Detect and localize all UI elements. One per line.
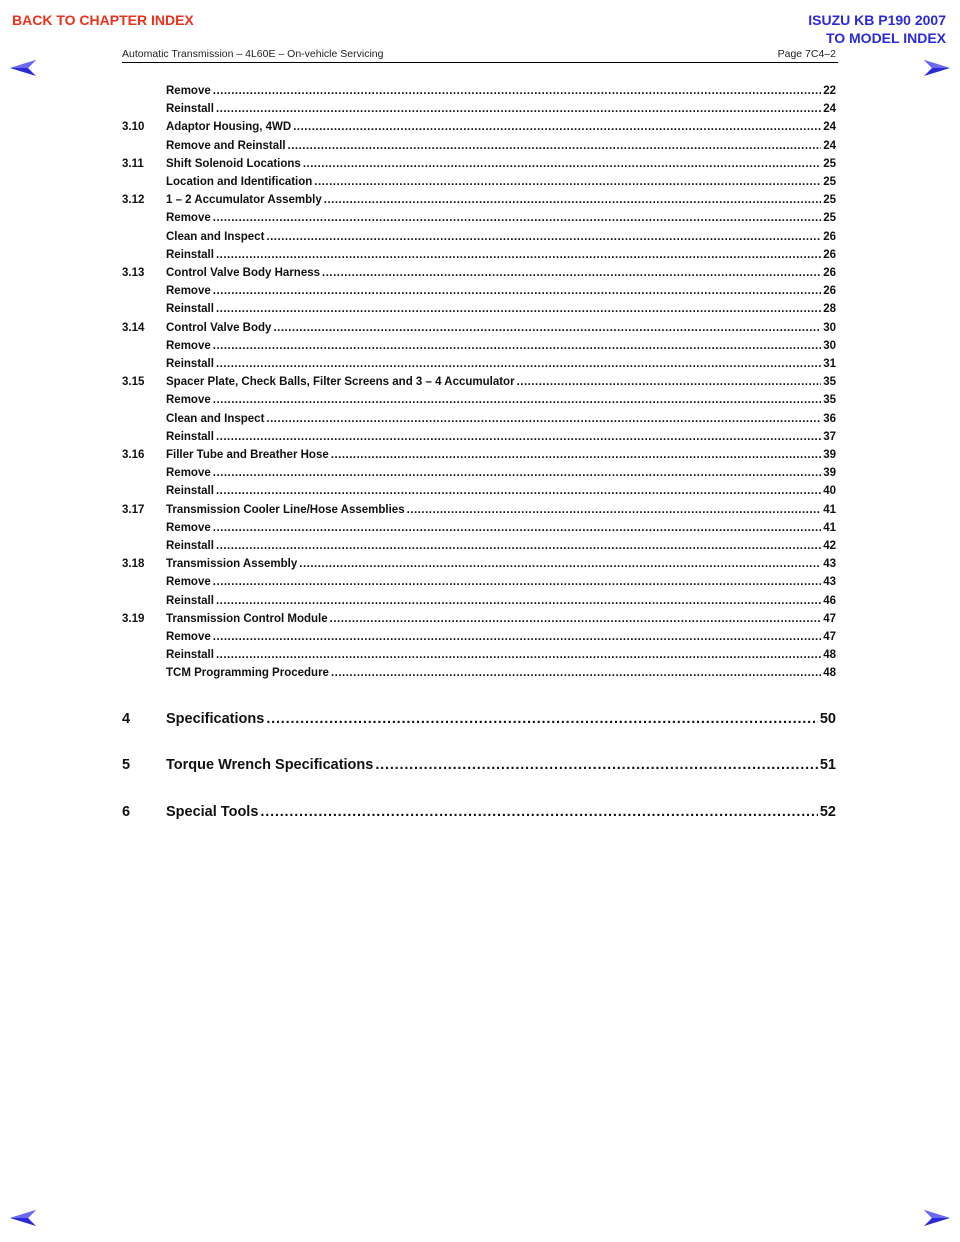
header-rule bbox=[122, 62, 838, 63]
toc-entry-number: 3.19 bbox=[122, 612, 145, 625]
toc-entry[interactable] bbox=[122, 284, 836, 299]
toc-entry-title: Shift Solenoid Locations bbox=[166, 157, 301, 170]
toc-entry-title: Reinstall bbox=[166, 303, 214, 316]
toc-entry[interactable] bbox=[122, 630, 836, 645]
toc-entry-title: Remove bbox=[166, 394, 211, 407]
toc-entry-title: Remove bbox=[166, 521, 211, 534]
toc-entry-page: 30 bbox=[823, 339, 836, 352]
toc-entry-number: 3.14 bbox=[122, 321, 145, 334]
toc-entry-page: 41 bbox=[823, 521, 836, 534]
toc-entry-title: Remove bbox=[166, 339, 211, 352]
toc-entry-page: 24 bbox=[823, 121, 836, 134]
toc-entry-title: Clean and Inspect bbox=[166, 412, 265, 425]
toc-leader-dots bbox=[331, 666, 821, 681]
toc-entry-page: 26 bbox=[823, 267, 836, 279]
toc-major-page: 50 bbox=[819, 711, 836, 727]
toc-entry-number: 3.15 bbox=[122, 376, 145, 389]
toc-entry-title: Reinstall bbox=[166, 248, 214, 261]
toc-leader-dots bbox=[216, 594, 821, 609]
toc-entry[interactable] bbox=[122, 575, 836, 590]
toc-major-number: 6 bbox=[122, 804, 131, 820]
toc-leader-dots bbox=[216, 302, 821, 317]
toc-entry-title: Reinstall bbox=[166, 358, 214, 370]
next-page-arrow-icon[interactable] bbox=[922, 58, 952, 78]
toc-entry-title: Clean and Inspect bbox=[166, 230, 265, 243]
toc-leader-dots bbox=[213, 466, 821, 481]
toc-entry[interactable] bbox=[122, 666, 836, 681]
toc-entry-title: Reinstall bbox=[166, 485, 214, 498]
toc-entry[interactable] bbox=[122, 430, 836, 445]
toc-entry[interactable] bbox=[122, 412, 836, 427]
toc-leader-dots bbox=[407, 503, 822, 518]
toc-entry[interactable] bbox=[122, 339, 836, 354]
toc-entry-number: 3.11 bbox=[122, 157, 144, 170]
toc-entry-title: 1 – 2 Accumulator Assembly bbox=[166, 194, 322, 207]
toc-entry-title: Control Valve Body Harness bbox=[166, 267, 321, 279]
toc-leader-dots bbox=[260, 802, 817, 822]
toc-major-page: 52 bbox=[819, 804, 836, 820]
toc-leader-dots bbox=[216, 102, 821, 117]
toc-leader-dots bbox=[216, 539, 821, 554]
toc-entry-page: 43 bbox=[823, 576, 836, 589]
toc-entry-page: 26 bbox=[823, 285, 836, 298]
toc-entry-title: Reinstall bbox=[166, 540, 214, 552]
toc-entry-page: 46 bbox=[823, 594, 836, 607]
toc-entry-page: 47 bbox=[823, 612, 836, 625]
toc-entry-page: 30 bbox=[823, 321, 836, 334]
toc-entry-title: Transmission Assembly bbox=[166, 558, 298, 571]
toc-leader-dots bbox=[273, 321, 821, 336]
toc-entry[interactable] bbox=[122, 648, 836, 663]
toc-entry-page: 25 bbox=[823, 157, 836, 170]
toc-major-number: 4 bbox=[122, 711, 131, 727]
toc-major-page: 51 bbox=[819, 757, 836, 773]
toc-leader-dots bbox=[213, 630, 821, 645]
toc-entry-title: Reinstall bbox=[166, 594, 214, 607]
toc-leader-dots bbox=[330, 612, 822, 627]
toc-entry-page: 24 bbox=[823, 139, 836, 152]
toc-leader-dots bbox=[331, 448, 821, 463]
toc-entry-page: 26 bbox=[823, 230, 836, 243]
toc-entry-page: 28 bbox=[823, 303, 836, 316]
header-page-number: Page 7C4–2 bbox=[777, 48, 836, 60]
toc-entry-title: Adaptor Housing, 4WD bbox=[166, 121, 292, 134]
toc-leader-dots bbox=[213, 521, 821, 536]
toc-leader-dots bbox=[216, 248, 821, 263]
toc-entry-page: 22 bbox=[823, 85, 836, 97]
toc-entry-page: 35 bbox=[823, 376, 836, 389]
previous-page-arrow-icon-bottom[interactable] bbox=[8, 1208, 38, 1228]
toc-entry-title: Remove bbox=[166, 576, 211, 589]
toc-entry[interactable] bbox=[122, 175, 836, 190]
toc-entry[interactable] bbox=[122, 612, 836, 627]
toc-entry-title: Reinstall bbox=[166, 103, 214, 116]
toc-leader-dots bbox=[288, 139, 822, 154]
toc-entry-title: Remove bbox=[166, 285, 211, 298]
toc-entry-number: 3.13 bbox=[122, 267, 145, 279]
toc-leader-dots bbox=[213, 339, 821, 354]
toc-entry-number: 3.18 bbox=[122, 558, 145, 571]
toc-entry-page: 39 bbox=[823, 449, 836, 461]
toc-leader-dots bbox=[266, 709, 818, 729]
toc-entry[interactable] bbox=[122, 120, 836, 135]
toc-entry[interactable] bbox=[122, 357, 836, 372]
toc-entry-title: TCM Programming Procedure bbox=[166, 667, 329, 680]
toc-entry-title: Control Valve Body bbox=[166, 321, 272, 334]
toc-entry-page: 31 bbox=[823, 358, 836, 370]
toc-entry-title: Remove bbox=[166, 631, 211, 643]
toc-entry[interactable] bbox=[122, 466, 836, 481]
toc-entry[interactable] bbox=[122, 393, 836, 408]
previous-page-arrow-icon[interactable] bbox=[8, 58, 38, 78]
toc-leader-dots bbox=[293, 120, 821, 135]
toc-entry-page: 43 bbox=[823, 558, 836, 571]
toc-leader-dots bbox=[322, 266, 821, 281]
toc-major-entry[interactable] bbox=[122, 709, 836, 729]
toc-entry-page: 26 bbox=[823, 248, 836, 261]
header-title: Automatic Transmission – 4L60E – On-vehicle Servicing bbox=[122, 48, 384, 60]
toc-entry-title: Remove and Reinstall bbox=[166, 139, 286, 152]
toc-leader-dots bbox=[216, 357, 821, 372]
toc-entry[interactable] bbox=[122, 230, 836, 245]
toc-entry-page: 47 bbox=[823, 631, 836, 643]
toc-entry-page: 25 bbox=[823, 176, 836, 188]
toc-entry-number: 3.12 bbox=[122, 194, 145, 207]
toc-entry-title: Remove bbox=[166, 85, 211, 97]
toc-entry-page: 42 bbox=[823, 540, 836, 552]
back-to-chapter-index-link[interactable]: BACK TO CHAPTER INDEX bbox=[12, 12, 194, 28]
toc-entry[interactable] bbox=[122, 193, 836, 208]
toc-entry[interactable] bbox=[122, 84, 836, 99]
toc-entry-number: 3.10 bbox=[122, 121, 145, 134]
to-model-index-link[interactable]: TO MODEL INDEX bbox=[825, 30, 946, 46]
toc-major-number: 5 bbox=[122, 757, 131, 773]
toc-entry-page: 37 bbox=[823, 430, 836, 443]
toc-leader-dots bbox=[213, 393, 821, 408]
toc-entry-title: Reinstall bbox=[166, 649, 214, 662]
toc-entry-page: 48 bbox=[823, 667, 836, 680]
toc-leader-dots bbox=[216, 484, 821, 499]
toc-entry[interactable] bbox=[122, 266, 836, 281]
toc-leader-dots bbox=[213, 575, 821, 590]
toc-entry-title: Transmission Cooler Line/Hose Assemblies bbox=[166, 503, 405, 516]
toc-leader-dots bbox=[266, 230, 821, 245]
toc-leader-dots bbox=[216, 430, 821, 445]
toc-entry[interactable] bbox=[122, 539, 836, 554]
model-title: ISUZU KB P190 2007 bbox=[808, 12, 946, 28]
toc-major-title: Torque Wrench Specifications bbox=[166, 757, 374, 773]
toc-entry-page: 25 bbox=[823, 212, 836, 225]
toc-leader-dots bbox=[266, 412, 821, 427]
toc-entry-title: Reinstall bbox=[166, 430, 214, 443]
toc-entry[interactable] bbox=[122, 139, 836, 154]
toc-entry[interactable] bbox=[122, 321, 836, 336]
toc-entry[interactable] bbox=[122, 521, 836, 536]
toc-major-entry[interactable] bbox=[122, 802, 836, 822]
toc-entry-title: Spacer Plate, Check Balls, Filter Screens and 3 – 4 Accumulator bbox=[166, 376, 515, 389]
toc-leader-dots bbox=[375, 755, 818, 775]
toc-entry[interactable] bbox=[122, 594, 836, 609]
toc-entry[interactable] bbox=[122, 448, 836, 463]
toc-leader-dots bbox=[213, 84, 821, 99]
toc-entry-title: Remove bbox=[166, 467, 211, 480]
toc-leader-dots bbox=[213, 211, 821, 226]
toc-entry[interactable] bbox=[122, 484, 836, 499]
toc-entry-page: 35 bbox=[823, 394, 836, 407]
toc-entry-page: 25 bbox=[823, 194, 836, 207]
toc-entry-title: Transmission Control Module bbox=[166, 612, 328, 625]
toc-entry-title: Remove bbox=[166, 212, 211, 225]
toc-entry[interactable] bbox=[122, 248, 836, 263]
toc-leader-dots bbox=[303, 157, 821, 172]
toc-leader-dots bbox=[517, 375, 822, 390]
toc-entry-number: 3.16 bbox=[122, 449, 145, 461]
toc-entry-page: 36 bbox=[823, 412, 836, 425]
toc-entry[interactable] bbox=[122, 557, 836, 572]
toc-entry-title: Location and Identification bbox=[166, 176, 313, 188]
toc-entry-page: 48 bbox=[823, 649, 836, 662]
toc-entry-number: 3.17 bbox=[122, 503, 145, 516]
toc-entry[interactable] bbox=[122, 375, 836, 390]
toc-entry[interactable] bbox=[122, 211, 836, 226]
toc-major-entry[interactable] bbox=[122, 755, 836, 775]
toc-leader-dots bbox=[324, 193, 821, 208]
toc-entry-page: 39 bbox=[823, 467, 836, 480]
toc-leader-dots bbox=[213, 284, 821, 299]
toc-entry-page: 40 bbox=[823, 485, 836, 498]
toc-leader-dots bbox=[299, 557, 821, 572]
toc-entry[interactable] bbox=[122, 302, 836, 317]
toc-leader-dots bbox=[314, 175, 821, 190]
toc-entry-page: 24 bbox=[823, 103, 836, 116]
toc-entry-title: Filler Tube and Breather Hose bbox=[166, 449, 329, 461]
next-page-arrow-icon-bottom[interactable] bbox=[922, 1208, 952, 1228]
toc-entry-page: 41 bbox=[823, 503, 836, 516]
toc-major-title: Special Tools bbox=[166, 804, 259, 820]
toc-major-title: Specifications bbox=[166, 711, 265, 727]
toc-entry[interactable] bbox=[122, 157, 836, 172]
toc-entry[interactable] bbox=[122, 102, 836, 117]
toc-leader-dots bbox=[216, 648, 821, 663]
toc-entry[interactable] bbox=[122, 503, 836, 518]
